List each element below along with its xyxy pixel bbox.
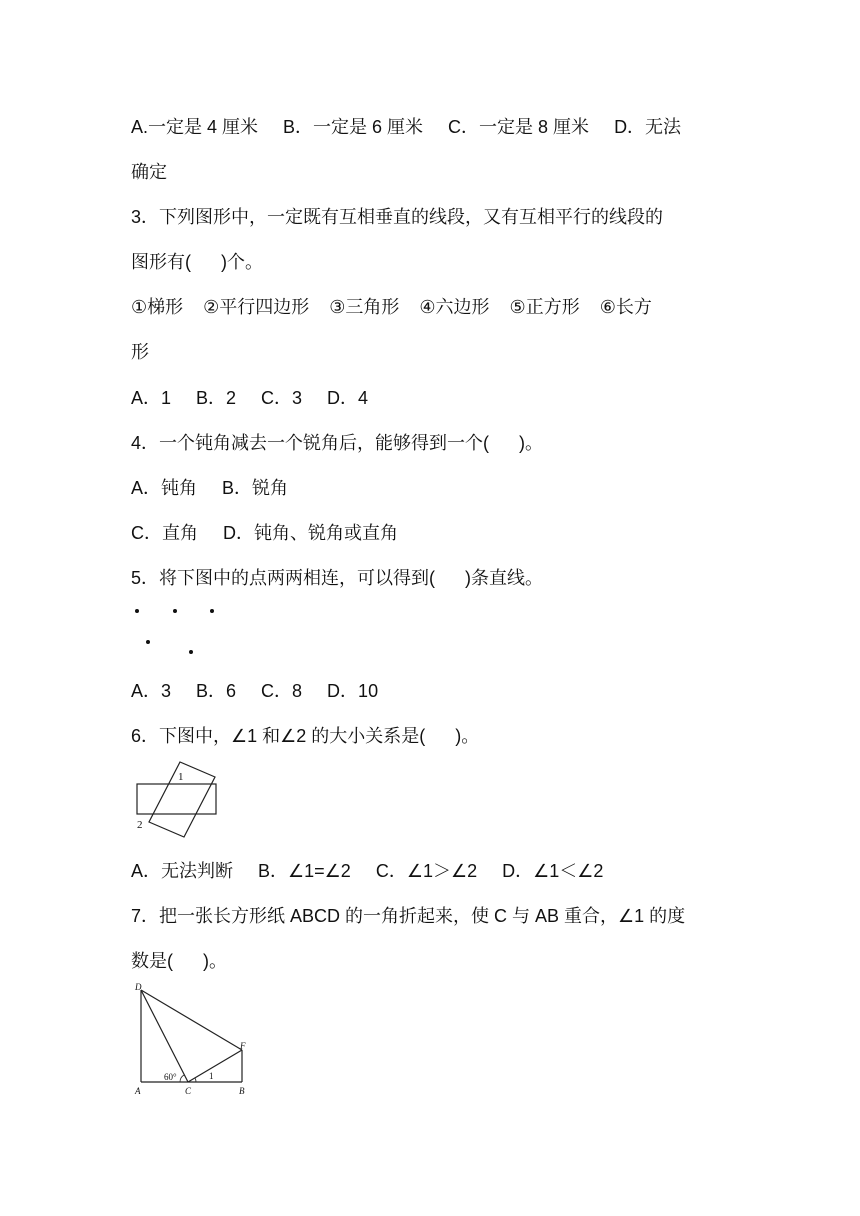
q3-stem: 3．下列图形中，一定既有互相垂直的线段，又有互相平行的线段的 xyxy=(131,207,664,227)
point-b-label: B xyxy=(239,1086,245,1096)
angle-1-label: 1 xyxy=(178,771,184,783)
angle-60-label: 60° xyxy=(164,1072,177,1082)
dot xyxy=(210,609,214,613)
dot xyxy=(135,609,139,613)
q3-stem-cont: 图形有( )个。 xyxy=(131,252,263,272)
point-d-label: D xyxy=(135,982,142,992)
dot xyxy=(189,650,193,654)
q6-figure xyxy=(130,758,225,840)
q7-figure xyxy=(130,982,250,1097)
q3-options: A．1 B．2 C．3 D．4 xyxy=(131,388,369,408)
q6-stem: 6．下图中，∠1 和∠2 的大小关系是( )。 xyxy=(131,726,480,746)
angle-2-label: 2 xyxy=(137,819,143,831)
q5-stem: 5．将下图中的点两两相连，可以得到( )条直线。 xyxy=(131,568,544,588)
segment-cf xyxy=(188,1050,242,1082)
point-c-label: C xyxy=(185,1086,192,1096)
q7-stem: 7．把一张长方形纸 ABCD 的一角折起来，使 C 与 AB 重合，∠1 的度 xyxy=(131,906,686,926)
q3-shape-list: ①梯形 ②平行四边形 ③三角形 ④六边形 ⑤正方形 ⑥长方 xyxy=(131,297,652,317)
q4-options-2: C．直角 D．钝角、锐角或直角 xyxy=(131,523,399,543)
angle-60-arc xyxy=(180,1075,184,1082)
q7-stem-cont: 数是( )。 xyxy=(131,951,227,971)
angle-1-label: 1 xyxy=(209,1071,214,1081)
q4-options-1: A．钝角 B．锐角 xyxy=(131,478,289,498)
dot xyxy=(173,609,177,613)
point-f-label: F xyxy=(240,1041,246,1051)
q4-stem: 4．一个钝角减去一个锐角后，能够得到一个( )。 xyxy=(131,433,544,453)
dot xyxy=(146,640,150,644)
q5-options: A．3 B．6 C．8 D．10 xyxy=(131,681,379,701)
q3-shape-list-cont: 形 xyxy=(131,342,149,362)
q2-options-cont: 确定 xyxy=(131,162,167,182)
q2-options: A.一定是 4 厘米 B．一定是 6 厘米 C．一定是 8 厘米 D．无法 xyxy=(131,117,682,137)
q6-options: A．无法判断 B．∠1=∠2 C．∠1＞∠2 D．∠1＜∠2 xyxy=(131,861,604,881)
point-a-label: A xyxy=(135,1086,141,1096)
